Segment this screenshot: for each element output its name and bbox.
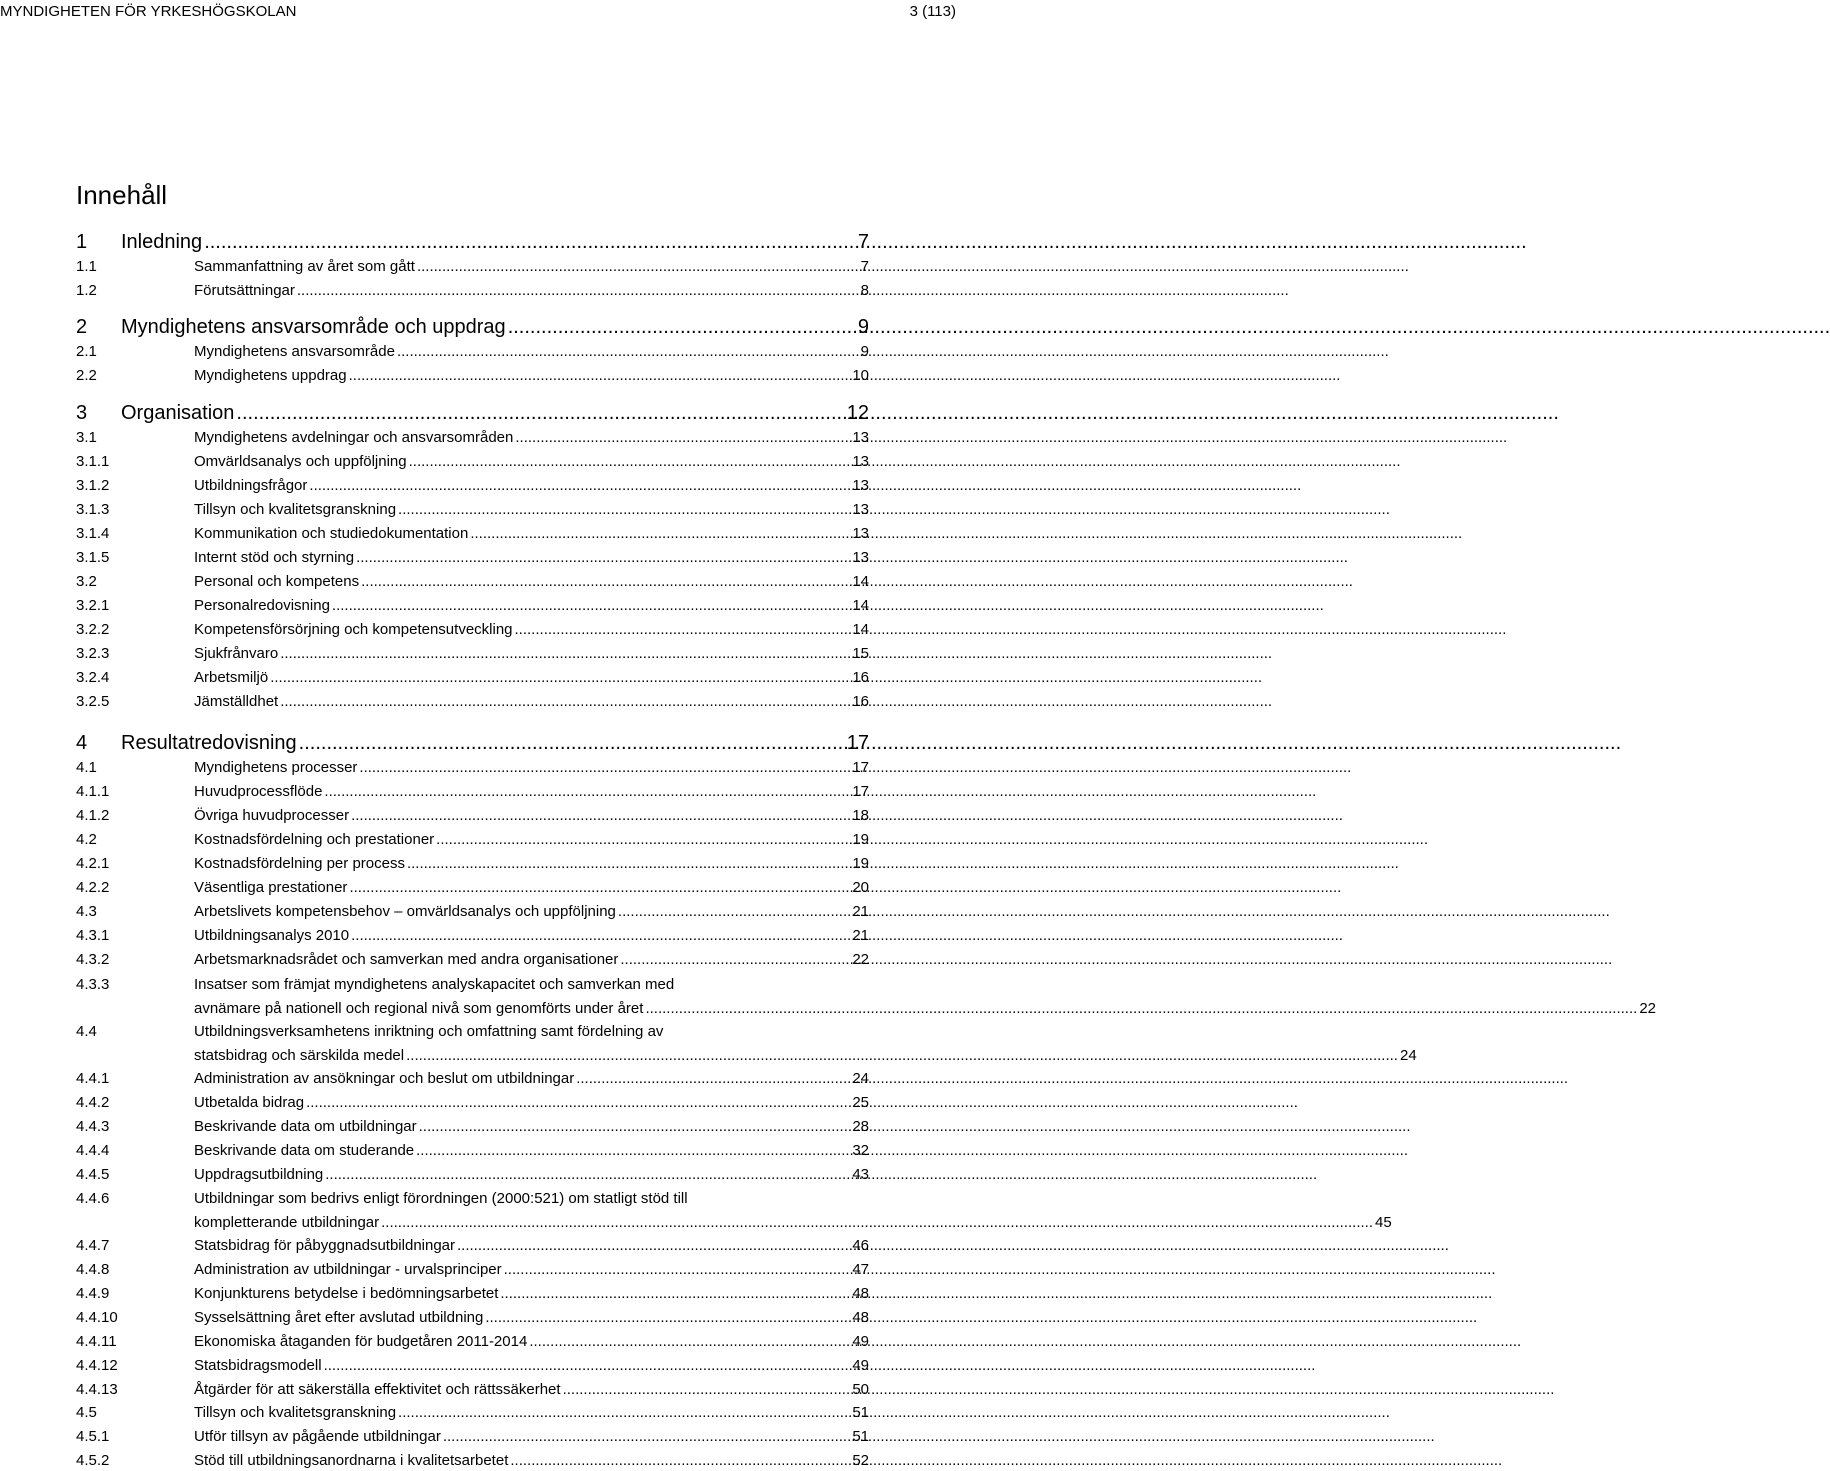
toc-entry-page: 28	[852, 1118, 869, 1135]
toc-entry-page: 7	[857, 231, 869, 253]
toc-entry[interactable]	[76, 342, 869, 361]
toc-entry-title-continued: kompletterande utbildningar	[194, 1214, 380, 1231]
toc-entry-title: Myndighetens uppdrag	[194, 367, 347, 384]
toc-entry-number: 3.1.5	[76, 549, 110, 566]
toc-entry-number: 1	[76, 231, 88, 253]
toc-entry[interactable]	[76, 1236, 869, 1255]
toc-entry-number: 4.4.9	[76, 1285, 110, 1302]
toc-dot-leader	[500, 1284, 850, 1303]
toc-entry[interactable]	[76, 476, 869, 495]
toc-entry-title: Utför tillsyn av pågående utbildningar	[194, 1428, 441, 1445]
toc-entry-page: 9	[857, 316, 869, 338]
toc-entry-page: 47	[852, 1261, 869, 1278]
toc-entry-title-continued: statsbidrag och särskilda medel	[194, 1047, 405, 1064]
toc-entry-number: 3.2.4	[76, 669, 110, 686]
toc-entry[interactable]	[76, 572, 869, 591]
toc-dot-leader	[398, 500, 850, 519]
toc-entry[interactable]	[76, 1427, 869, 1446]
toc-dot-leader	[645, 999, 1637, 1018]
toc-dot-leader	[361, 572, 850, 591]
toc-entry-title: Sjukfrånvaro	[194, 645, 279, 662]
toc-entry-number: 4.2.2	[76, 879, 110, 896]
toc-entry-number: 4.4.1	[76, 1070, 110, 1087]
toc-dot-leader	[443, 1427, 850, 1446]
toc-dot-leader	[306, 1093, 850, 1112]
toc-entry-page: 24	[1399, 1047, 1417, 1064]
toc-entry-number: 4.4.8	[76, 1261, 110, 1278]
toc-entry[interactable]	[76, 1069, 869, 1088]
toc-entry-number: 4.4.6	[76, 1190, 110, 1207]
toc-entry-page: 17	[852, 759, 869, 776]
toc-entry-number: 4.1	[76, 759, 97, 776]
toc-entry-page: 10	[852, 367, 869, 384]
toc-entry-page: 16	[852, 693, 869, 710]
toc-entry[interactable]	[76, 1189, 1392, 1232]
toc-entry[interactable]	[76, 782, 869, 801]
toc-entry-page: 16	[852, 669, 869, 686]
toc-entry-page: 13	[852, 477, 869, 494]
toc-dot-leader	[515, 428, 850, 447]
toc-entry[interactable]	[76, 1308, 869, 1327]
toc-entry-page: 14	[852, 597, 869, 614]
toc-entry-title: Ekonomiska åtaganden för budgetåren 2011-2014	[194, 1333, 528, 1350]
toc-entry-title: Arbetslivets kompetensbehov – omvärldsanalys och uppföljning	[194, 903, 616, 920]
toc-dot-leader	[620, 950, 850, 969]
toc-entry-number: 3.1.1	[76, 453, 110, 470]
toc-entry-number: 4.3.1	[76, 927, 110, 944]
toc-entry-page: 12	[846, 402, 869, 424]
toc-entry-title: Statsbidragsmodell	[194, 1357, 322, 1374]
toc-entry-title: Kostnadsfördelning per process	[194, 855, 405, 872]
toc-dot-leader	[297, 281, 859, 300]
toc-entry[interactable]	[76, 524, 869, 543]
toc-entry-title: Omvärldsanalys och uppföljning	[194, 453, 407, 470]
toc-entry[interactable]	[76, 644, 869, 663]
toc-dot-leader	[409, 452, 851, 471]
toc-entry[interactable]	[76, 596, 869, 615]
toc-dot-leader	[485, 1308, 850, 1327]
toc-entry-title: Statsbidrag för påbyggnadsutbildningar	[194, 1237, 456, 1254]
toc-entry-number: 4	[76, 732, 88, 754]
toc-entry-number: 3.2.2	[76, 621, 110, 638]
toc-entry-number: 4.3	[76, 903, 97, 920]
toc-entry-number: 4.4.12	[76, 1357, 118, 1374]
toc-entry[interactable]	[76, 620, 869, 639]
toc-dot-leader	[351, 926, 850, 945]
toc-entry-title: Inledning	[121, 231, 203, 253]
toc-entry-number: 3.2.1	[76, 597, 110, 614]
toc-entry-title: Personalredovisning	[194, 597, 330, 614]
toc-entry[interactable]	[76, 758, 869, 777]
toc-entry-title: Kompetensförsörjning och kompetensutveckling	[194, 621, 513, 638]
toc-entry-page: 18	[852, 807, 869, 824]
toc-dot-leader	[280, 692, 850, 711]
toc-entry-page: 19	[852, 855, 869, 872]
toc-dot-leader	[349, 878, 850, 897]
toc-dot-leader	[398, 1403, 850, 1422]
toc-dot-leader	[351, 806, 850, 825]
toc-entry-title: Utbildningar som bedrivs enligt förordningen (2000:521) om statligt stöd till	[194, 1190, 688, 1207]
toc-dot-leader	[397, 342, 859, 361]
toc-entry-title: Utbildningsfrågor	[194, 477, 308, 494]
toc-entry-page: 32	[852, 1142, 869, 1159]
toc-dot-leader	[359, 758, 850, 777]
toc-entry[interactable]	[76, 878, 869, 897]
toc-entry-number: 4.4.4	[76, 1142, 110, 1159]
toc-entry[interactable]	[76, 830, 869, 849]
toc-entry-page: 9	[860, 343, 869, 360]
toc-entry-page: 15	[852, 645, 869, 662]
toc-entry-title: Beskrivande data om utbildningar	[194, 1118, 417, 1135]
toc-dot-leader	[416, 1141, 850, 1160]
toc-entry-page: 45	[1375, 1214, 1392, 1231]
toc-entry-number: 4.4.11	[76, 1333, 117, 1350]
toc-dot-leader	[349, 366, 851, 385]
toc-entry-page: 49	[852, 1333, 869, 1350]
toc-entry-page: 13	[852, 429, 869, 446]
toc-entry-number: 3	[76, 402, 88, 424]
toc-dot-leader	[436, 830, 850, 849]
toc-entry-title: Myndighetens ansvarsområde	[194, 343, 395, 360]
toc-entry-page: 7	[860, 258, 869, 275]
toc-entry-title: Resultatredovisning	[121, 732, 297, 754]
toc-entry-title-continued: avnämare på nationell och regional nivå som genomförts under året	[194, 1000, 644, 1017]
toc-entry-number: 3.2.3	[76, 645, 110, 662]
toc-entry-page: 13	[852, 501, 869, 518]
toc-entry-number: 2.2	[76, 367, 97, 384]
toc-entry[interactable]	[76, 731, 869, 755]
toc-dot-leader	[356, 548, 850, 567]
toc-entry[interactable]	[76, 854, 869, 873]
toc-entry-title: Huvudprocessflöde	[194, 783, 323, 800]
toc-entry[interactable]	[76, 1284, 869, 1303]
toc-entry[interactable]	[76, 1332, 869, 1351]
toc-entry-number: 2	[76, 316, 88, 338]
toc-entry-title: Organisation	[121, 402, 235, 424]
toc-entry-page: 13	[852, 453, 869, 470]
toc-entry-number: 2.1	[76, 343, 97, 360]
toc-entry[interactable]	[76, 428, 869, 447]
toc-entry[interactable]	[76, 806, 869, 825]
toc-entry-page: 13	[852, 525, 869, 542]
toc-entry-number: 4.5	[76, 1404, 97, 1421]
toc-entry-title: Stöd till utbildningsanordnarna i kvalitetsarbetet	[194, 1452, 509, 1469]
toc-entry[interactable]	[76, 975, 1656, 1018]
toc-entry[interactable]	[76, 281, 869, 300]
toc-entry-page: 52	[852, 1452, 869, 1469]
toc-entry-page: 50	[852, 1381, 869, 1398]
toc-entry-page: 14	[852, 573, 869, 590]
toc-dot-leader	[563, 1380, 851, 1399]
toc-dot-leader	[332, 596, 850, 615]
toc-entry-title: Myndighetens ansvarsområde och uppdrag	[121, 316, 506, 338]
toc-entry-number: 1.1	[76, 258, 97, 275]
toc-dot-leader	[236, 401, 844, 425]
toc-dot-leader	[576, 1069, 850, 1088]
toc-entry-number: 4.2.1	[76, 855, 110, 872]
toc-entry[interactable]	[76, 452, 869, 471]
toc-entry-number: 3.1.2	[76, 477, 110, 494]
toc-entry[interactable]	[76, 902, 869, 921]
toc-entry[interactable]	[76, 1165, 869, 1184]
toc-entry-page: 14	[852, 621, 869, 638]
toc-entry-title: Sysselsättning året efter avslutad utbildning	[194, 1309, 484, 1326]
toc-entry[interactable]	[76, 315, 869, 339]
toc-entry-number: 3.2.5	[76, 693, 110, 710]
toc-dot-leader	[618, 902, 850, 921]
toc-entry-page: 8	[860, 282, 869, 299]
toc-entry[interactable]	[76, 926, 869, 945]
toc-entry-page: 48	[852, 1309, 869, 1326]
toc-entry-title: Utbetalda bidrag	[194, 1094, 305, 1111]
toc-dot-leader	[280, 644, 850, 663]
toc-entry-title: Väsentliga prestationer	[194, 879, 348, 896]
toc-entry-title: Kommunikation och studiedokumentation	[194, 525, 469, 542]
toc-entry-title: Personal och kompetens	[194, 573, 360, 590]
toc-entry[interactable]	[76, 1380, 869, 1399]
toc-dot-leader	[407, 854, 850, 873]
toc-entry-title: Administration av ansökningar och beslut om utbildningar	[194, 1070, 575, 1087]
toc-dot-leader	[504, 1260, 851, 1279]
toc-entry-number: 4.4	[76, 1023, 97, 1040]
toc-entry-title: Utbildningsverksamhetens inriktning och omfattning samt fördelning av	[194, 1023, 664, 1040]
toc-entry[interactable]	[76, 1141, 869, 1160]
toc-entry-number: 3.1	[76, 429, 97, 446]
toc-entry-title: Insatser som främjat myndighetens analyskapacitet och samverkan med	[194, 976, 675, 993]
toc-entry[interactable]	[76, 1022, 1417, 1065]
toc-entry-number: 4.3.2	[76, 951, 110, 968]
toc-entry-title: Uppdragsutbildning	[194, 1166, 324, 1183]
page-number: 3 (113)	[909, 3, 956, 20]
toc-entry-page: 21	[852, 903, 869, 920]
toc-entry-title: Förutsättningar	[194, 282, 295, 299]
toc-entry-title: Utbildningsanalys 2010	[194, 927, 350, 944]
toc-entry-title: Arbetsmiljö	[194, 669, 269, 686]
toc-entry-title: Myndighetens processer	[194, 759, 358, 776]
toc-entry[interactable]	[76, 366, 869, 385]
toc-entry[interactable]	[76, 668, 869, 687]
toc-entry-number: 4.3.3	[76, 976, 110, 993]
toc-entry-number: 3.2	[76, 573, 97, 590]
toc-entry-title: Kostnadsfördelning och prestationer	[194, 831, 435, 848]
toc-entry-title: Konjunkturens betydelse i bedömningsarbetet	[194, 1285, 499, 1302]
toc-entry[interactable]	[76, 1451, 869, 1470]
toc-entry[interactable]	[76, 1117, 869, 1136]
toc-dot-leader	[508, 315, 856, 339]
toc-entry-page: 46	[852, 1237, 869, 1254]
toc-entry-title: Jämställdhet	[194, 693, 279, 710]
toc-entry-number: 4.4.7	[76, 1237, 110, 1254]
toc-entry-title: Arbetsmarknadsrådet och samverkan med andra organisationer	[194, 951, 619, 968]
toc-dot-leader	[406, 1046, 1398, 1065]
toc-entry[interactable]	[76, 1356, 869, 1375]
toc-dot-leader	[510, 1451, 850, 1470]
toc-entry-number: 1.2	[76, 282, 97, 299]
toc-entry-number: 3.1.4	[76, 525, 110, 542]
toc-entry-number: 4.1.1	[76, 783, 110, 800]
toc-entry[interactable]	[76, 401, 869, 425]
toc-entry-number: 4.4.10	[76, 1309, 118, 1326]
toc-entry-number: 4.4.3	[76, 1118, 110, 1135]
toc-entry[interactable]	[76, 1260, 869, 1279]
organization-name: MYNDIGHETEN FÖR YRKESHÖGSKOLAN	[0, 3, 297, 20]
toc-entry[interactable]	[76, 257, 869, 276]
toc-dot-leader	[270, 668, 850, 687]
toc-entry-title: Tillsyn och kvalitetsgranskning	[194, 501, 397, 518]
toc-dot-leader	[309, 476, 850, 495]
toc-entry-title: Övriga huvudprocesser	[194, 807, 350, 824]
toc-entry-page: 19	[852, 831, 869, 848]
toc-dot-leader	[515, 620, 851, 639]
toc-dot-leader	[470, 524, 850, 543]
toc-dot-leader	[457, 1236, 850, 1255]
toc-entry[interactable]	[76, 548, 869, 567]
toc-entry-title: Åtgärder för att säkerställa effektivitet och rättssäkerhet	[194, 1381, 561, 1398]
toc-entry-page: 22	[1639, 1000, 1656, 1017]
toc-entry[interactable]	[76, 1403, 869, 1422]
toc-dot-leader	[324, 1356, 851, 1375]
toc-entry-page: 43	[852, 1166, 869, 1183]
toc-entry-number: 4.4.13	[76, 1381, 118, 1398]
toc-entry-title: Sammanfattning av året som gått	[194, 258, 415, 275]
toc-entry-number: 4.4.2	[76, 1094, 110, 1111]
toc-entry-title: Myndighetens avdelningar och ansvarsområden	[194, 429, 514, 446]
toc-entry-number: 4.5.1	[76, 1428, 110, 1445]
toc-entry-page: 17	[852, 783, 869, 800]
toc-entry-page: 48	[852, 1285, 869, 1302]
toc-heading: Innehåll	[76, 180, 168, 210]
toc-entry-page: 51	[852, 1428, 869, 1445]
toc-entry-number: 4.2	[76, 831, 97, 848]
page-header	[0, 0, 960, 26]
toc-entry-title: Beskrivande data om studerande	[194, 1142, 415, 1159]
toc-entry-title: Internt stöd och styrning	[194, 549, 355, 566]
toc-entry[interactable]	[76, 692, 869, 711]
toc-entry[interactable]	[76, 230, 869, 254]
toc-dot-leader	[324, 782, 850, 801]
toc-entry-title: Tillsyn och kvalitetsgranskning	[194, 1404, 397, 1421]
toc-dot-leader	[529, 1332, 850, 1351]
toc-entry-title: Administration av utbildningar - urvalsprinciper	[194, 1261, 502, 1278]
toc-entry[interactable]	[76, 1093, 869, 1112]
toc-entry-page: 21	[852, 927, 869, 944]
toc-entry[interactable]	[76, 950, 869, 969]
toc-dot-leader	[381, 1213, 1373, 1232]
toc-entry-page: 49	[852, 1357, 869, 1374]
toc-entry-page: 22	[852, 951, 869, 968]
toc-entry-page: 20	[852, 879, 869, 896]
toc-entry-number: 3.1.3	[76, 501, 110, 518]
toc-entry-page: 25	[852, 1094, 869, 1111]
toc-dot-leader	[325, 1165, 850, 1184]
toc-dot-leader	[299, 731, 845, 755]
toc-entry-number: 4.5.2	[76, 1452, 110, 1469]
toc-dot-leader	[417, 257, 859, 276]
toc-entry-number: 4.1.2	[76, 807, 110, 824]
toc-entry-page: 13	[852, 549, 869, 566]
toc-entry[interactable]	[76, 500, 869, 519]
toc-entry-page: 17	[846, 732, 869, 754]
toc-entry-page: 51	[852, 1404, 869, 1421]
toc-entry-number: 4.4.5	[76, 1166, 110, 1183]
toc-dot-leader	[204, 230, 856, 254]
toc-entry-page: 24	[852, 1070, 869, 1087]
toc-dot-leader	[419, 1117, 851, 1136]
